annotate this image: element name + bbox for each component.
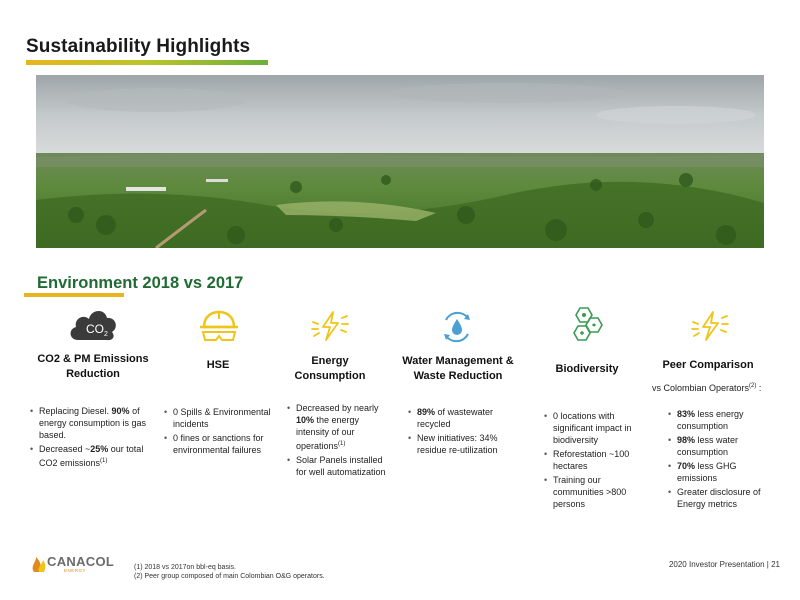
column-title-biodiversity: Biodiversity <box>555 363 619 375</box>
footer-page-label: 2020 Investor Presentation | 21 <box>668 560 780 569</box>
list-item: • Decreased ~25% our total CO2 emissions$^{(1)}$ <box>30 443 158 469</box>
list-item: • Replacing Diesel. 90% of energy consumption is gas based. <box>30 405 158 441</box>
bullet-list-co2 <box>30 405 158 471</box>
list-item: • Training our communities >800 persons <box>544 474 650 510</box>
column-title-peer-comparison: Peer Comparison <box>662 359 754 371</box>
bullet-list-hse <box>164 406 276 458</box>
list-item: • 98% less water consumption <box>668 434 772 458</box>
section-underline <box>24 293 124 297</box>
hard-hat-goggles-icon <box>198 310 240 342</box>
list-item: • 0 Spills & Environmental incidents <box>164 406 276 430</box>
lightning-bolt-icon <box>690 310 730 342</box>
list-item: • 0 locations with significant impact in biodiversity <box>544 410 650 446</box>
list-item: • Decreased by nearly 10% the energy intensity of our operations$^{(1)}$ <box>287 402 387 452</box>
peer-comparison-note: vs Colombian Operators$^{(2)}$ : <box>652 383 762 393</box>
list-item: • Greater disclosure of Energy metrics <box>668 486 772 510</box>
co2-icon-subscript: 2 <box>104 331 108 338</box>
bullet-list-peer-comparison <box>668 408 772 512</box>
list-item: • 83% less energy consumption <box>668 408 772 432</box>
landscape-photo <box>36 75 764 248</box>
bullet-list-water <box>408 406 514 458</box>
list-item: • 70% less GHG emissions <box>668 460 772 484</box>
list-item: • Solar Panels installed for well automatization <box>287 454 387 478</box>
column-title-co2: CO2 & PM Emissions Reduction <box>37 353 149 380</box>
co2-icon-label: CO <box>86 322 104 336</box>
logo-wordmark: CANACOL <box>47 554 115 569</box>
footnote-2: (2) Peer group composed of main Colombian O&G operators. <box>134 573 325 580</box>
list-item: • New initiatives: 34% residue re-utilization <box>408 432 514 456</box>
title-underline <box>26 60 268 65</box>
biodiversity-hexagons-icon <box>568 306 606 344</box>
list-item: • 89% of wastewater recycled <box>408 406 514 430</box>
list-item: • Reforestation ~100 hectares <box>544 448 650 472</box>
column-title-hse: HSE <box>206 359 230 371</box>
page-title: Sustainability Highlights <box>26 36 251 57</box>
lightning-bolt-icon <box>310 310 350 342</box>
column-title-energy: Energy Consumption <box>294 355 366 382</box>
water-recycle-icon <box>440 310 474 344</box>
logo-tagline: ENERGY <box>64 568 87 573</box>
bullet-list-energy <box>287 402 387 480</box>
list-item: • 0 fines or sanctions for environmental failures <box>164 432 276 456</box>
column-title-water: Water Management & Waste Reduction <box>402 355 514 382</box>
bullet-list-biodiversity <box>544 410 650 512</box>
section-title: Environment 2018 vs 2017 <box>37 274 244 292</box>
co2-cloud-icon <box>66 304 120 344</box>
footnote-1: (1) 2018 vs 2017on bbl-eq basis. <box>134 564 236 571</box>
